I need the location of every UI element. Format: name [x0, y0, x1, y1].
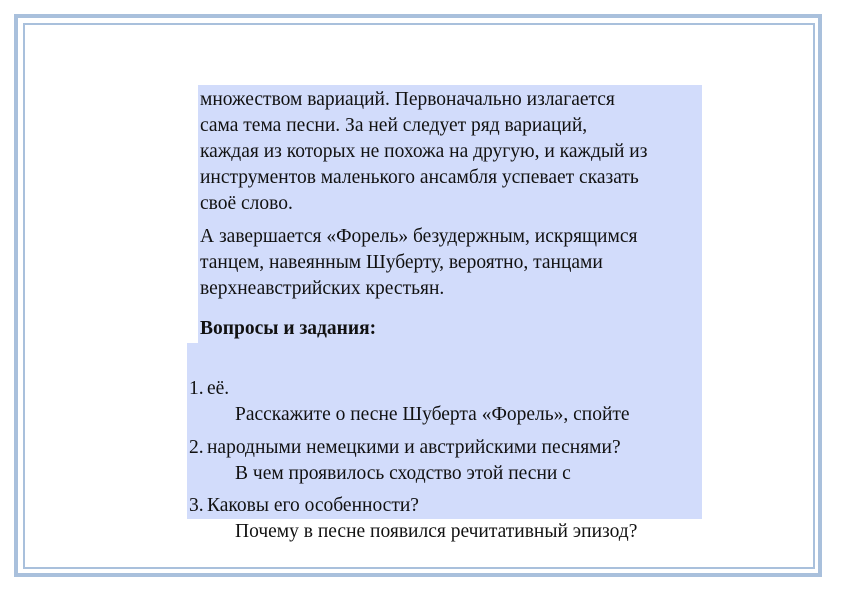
questions-heading: Вопросы и задания: [200, 318, 377, 339]
paragraph-2-line-2: танцем, навеянным Шуберту, вероятно, танцами [200, 252, 603, 273]
list-item-text-line-1: Расскажите о песне Шуберта «Форель», спойте [235, 404, 630, 425]
paragraph-1-line-1: множеством вариаций. Первоначально излагается [200, 89, 615, 110]
paragraph-2-line-3: верхнеавстрийских крестьян. [200, 278, 445, 299]
paragraph-1-line-2: сама тема песни. За ней следует ряд вариаций, [200, 115, 588, 136]
paragraph-2-line-1: А завершается «Форель» безудержным, искрящимся [200, 226, 638, 247]
list-item-text-line-1: Почему в песне появился речитативный эпизод? [235, 521, 638, 542]
paragraph-1-line-4: инструментов маленького ансамбля успевает сказать [200, 167, 639, 188]
paragraph-1-line-3: каждая из которых не похожа на другую, и каждый из [200, 141, 648, 162]
list-item-number: 2. [189, 437, 204, 458]
main-text-block [198, 85, 702, 343]
list-item-number: 1. [189, 378, 204, 399]
list-item-text-line-2: народными немецкими и австрийскими песнями? [207, 437, 621, 458]
paragraph-1-line-5: своё слово. [200, 193, 293, 214]
list-item-number: 3. [189, 495, 204, 516]
list-item-text-line-2: её. [207, 378, 230, 399]
list-item-text-line-2: Каковы его особенности? [207, 495, 419, 516]
questions-list [187, 343, 702, 542]
list-item-text-line-1: В чем проявилось сходство этой песни с [235, 463, 571, 484]
